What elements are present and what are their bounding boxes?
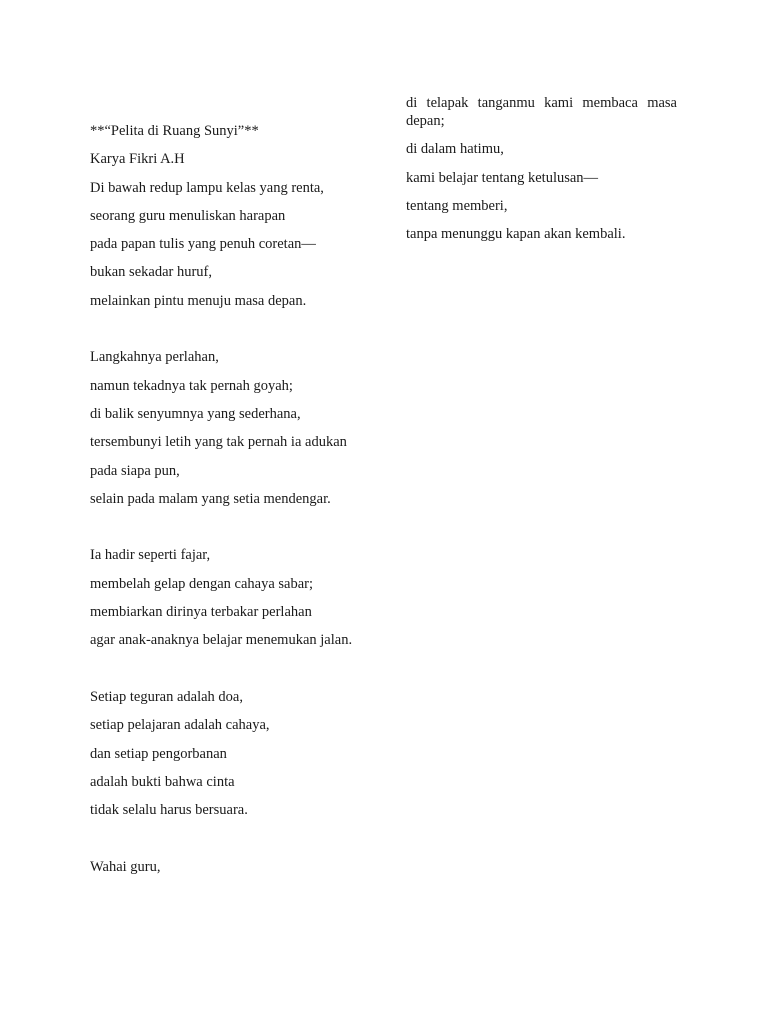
poem-line: pada siapa pun, xyxy=(90,462,180,479)
poem-line: agar anak-anaknya belajar menemukan jalan. xyxy=(90,632,353,649)
left-column xyxy=(90,122,361,886)
poem-line: tidak selalu harus bersuara. xyxy=(90,802,248,819)
poem-line: setiap pelajaran adalah cahaya, xyxy=(90,717,270,734)
poem-line: melainkan pintu menuju masa depan. xyxy=(90,292,307,309)
poem-line: Wahai guru, xyxy=(90,858,161,875)
poem-line: bukan sekadar huruf, xyxy=(90,264,212,281)
stanza-gap xyxy=(90,320,361,348)
stanza-gap xyxy=(90,518,361,546)
poem-line: Setiap teguran adalah doa, xyxy=(90,688,243,705)
stanza-gap xyxy=(90,829,361,857)
poem-line: Ia hadir seperti fajar, xyxy=(90,547,211,564)
poem-line: selain pada malam yang setia mendengar. xyxy=(90,490,331,507)
poem-line: seorang guru menuliskan harapan xyxy=(90,207,286,224)
right-column xyxy=(406,94,677,253)
poem-line: adalah bukti bahwa cinta xyxy=(90,773,235,790)
poem-line: namun tekadnya tak pernah goyah; xyxy=(90,377,293,394)
stanza-gap xyxy=(90,660,361,688)
poem-line: membiarkan dirinya terbakar perlahan xyxy=(90,604,312,621)
poem-line: tentang memberi, xyxy=(406,197,508,214)
poem-line: di telapak tanganmu kami membaca masa depan; xyxy=(406,95,677,129)
poem-line: kami belajar tentang ketulusan— xyxy=(406,169,599,186)
poem-line: pada papan tulis yang penuh coretan— xyxy=(90,236,316,253)
poem-line: membelah gelap dengan cahaya sabar; xyxy=(90,575,314,592)
poem-line: dan setiap pengorbanan xyxy=(90,745,227,762)
poem-line: Di bawah redup lampu kelas yang renta, xyxy=(90,179,324,196)
poem-line: di balik senyumnya yang sederhana, xyxy=(90,405,301,422)
poem-line: di dalam hatimu, xyxy=(406,141,504,158)
poem-line: tanpa menunggu kapan akan kembali. xyxy=(406,226,626,243)
poem-author: Karya Fikri A.H xyxy=(90,151,185,168)
poem-line: tersembunyi letih yang tak pernah ia adukan xyxy=(90,434,347,451)
poem-title: **“Pelita di Ruang Sunyi”** xyxy=(90,123,259,139)
poem-line: Langkahnya perlahan, xyxy=(90,349,219,366)
